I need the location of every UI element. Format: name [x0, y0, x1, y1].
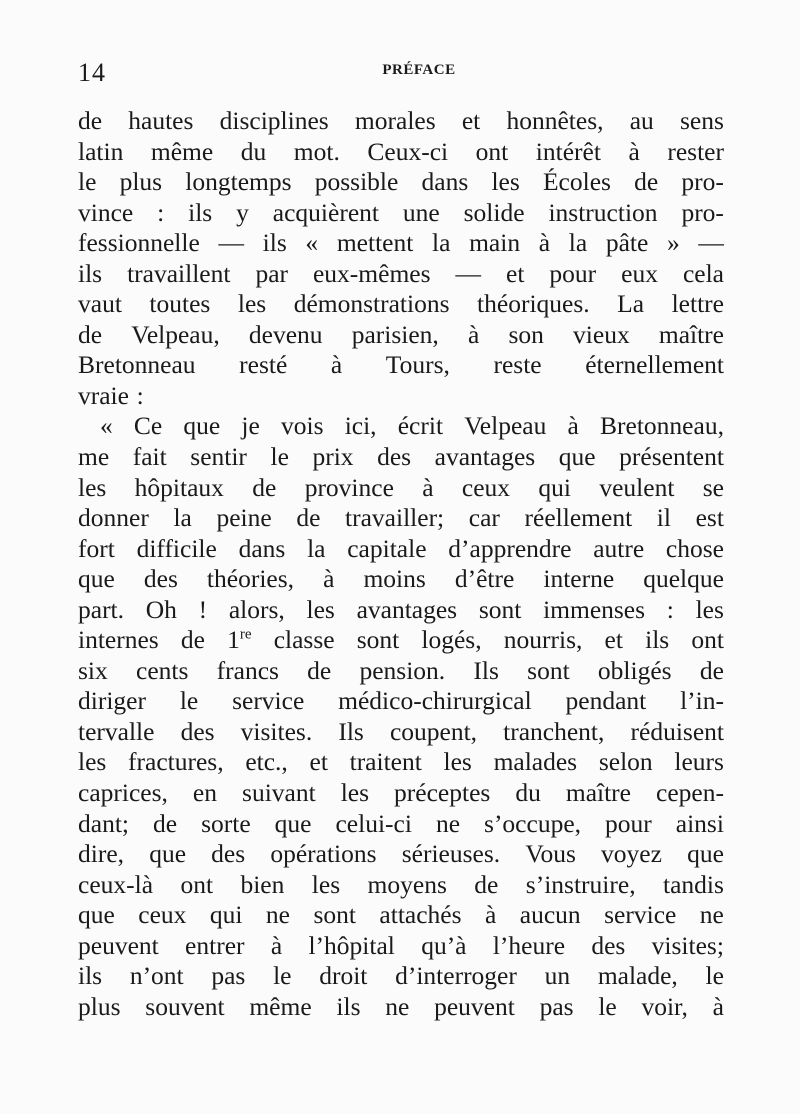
word: des	[591, 930, 626, 960]
word: de	[252, 472, 277, 502]
text-line	[78, 473, 724, 504]
word: s’instruire,	[525, 869, 636, 899]
word: pour	[605, 808, 652, 838]
word: sont	[527, 655, 570, 685]
text-line	[78, 900, 724, 931]
word: difficile	[136, 533, 217, 563]
word: fessionnelle	[78, 228, 200, 258]
word: à	[485, 900, 497, 930]
word: plus	[119, 167, 163, 197]
word: qui	[209, 900, 243, 930]
word: tervalle	[78, 716, 155, 746]
word: sont	[478, 594, 522, 624]
word: 1re	[227, 625, 252, 655]
word: Ils	[473, 655, 499, 685]
word: pro-	[681, 197, 724, 227]
word: immenses	[543, 594, 646, 624]
word: Velpeau,	[131, 319, 220, 349]
word: cents	[136, 655, 189, 685]
word: éternellement	[585, 350, 724, 380]
word: la	[568, 228, 588, 258]
running-head	[78, 58, 724, 88]
word: maître	[565, 778, 631, 808]
word: service	[604, 900, 677, 930]
word: dans	[421, 167, 469, 197]
text-line	[78, 778, 724, 809]
word: des	[211, 839, 246, 869]
word: à	[330, 350, 343, 380]
word: dans	[238, 533, 286, 563]
word: les	[695, 594, 724, 624]
word: le	[598, 991, 617, 1021]
word: en	[192, 778, 217, 808]
word: solide	[463, 197, 525, 227]
word: les	[78, 747, 107, 777]
word: resté	[239, 350, 288, 380]
word: pas	[211, 961, 246, 991]
word: de	[78, 106, 103, 135]
word: ils	[262, 228, 287, 258]
word: travaillent	[127, 258, 231, 288]
word: que	[149, 839, 187, 869]
word: ont	[475, 136, 509, 166]
word: aucun	[519, 900, 581, 930]
text-line	[78, 442, 724, 473]
word: de	[307, 655, 332, 685]
word: fait	[132, 442, 167, 472]
word: autre	[593, 533, 645, 563]
word: part.	[78, 594, 125, 624]
word: ceux	[138, 900, 187, 930]
word: sens	[679, 106, 724, 135]
word: de	[153, 808, 178, 838]
word: et	[461, 106, 481, 135]
word: avantages	[356, 594, 458, 624]
word: celui-ci	[335, 808, 412, 838]
word: donner	[78, 503, 149, 533]
word: y	[236, 197, 249, 227]
word: pro-	[681, 167, 724, 197]
word: réellement	[524, 503, 633, 533]
word: il	[656, 503, 671, 533]
word: vraie	[78, 380, 129, 410]
text-line	[78, 411, 724, 442]
word: d’apprendre	[448, 533, 572, 563]
word: avantages	[434, 442, 536, 472]
word: d’interroger	[395, 961, 517, 991]
text-line	[78, 167, 724, 198]
word: reste	[493, 350, 542, 380]
word: ils	[78, 961, 103, 991]
word: «	[305, 228, 319, 258]
word: théoriques.	[477, 289, 590, 319]
word: —	[218, 228, 244, 258]
word: les	[306, 594, 335, 624]
word: peuvent	[78, 930, 159, 960]
word: à	[467, 319, 480, 349]
word: ils	[336, 991, 361, 1021]
word: acquièrent	[272, 197, 379, 227]
word: au	[629, 106, 654, 135]
word: Bretonneau,	[600, 411, 724, 441]
word: tandis	[663, 869, 724, 899]
word: vaut	[78, 289, 122, 319]
word: coupent,	[389, 716, 478, 746]
word: l’in-	[680, 686, 724, 716]
word: je	[241, 411, 260, 441]
section-title: PRÉFACE	[382, 62, 456, 78]
text-line	[78, 106, 724, 137]
text-line	[78, 228, 724, 259]
word: ne	[435, 808, 461, 838]
word: droit	[319, 961, 368, 991]
word: rester	[667, 136, 724, 166]
word: :	[136, 380, 144, 410]
word: Écoles	[542, 167, 611, 197]
word: est	[695, 503, 724, 533]
text-line	[78, 381, 724, 412]
word: écrit	[397, 411, 444, 441]
word: ceux-là	[78, 869, 154, 899]
word: visites;	[651, 930, 724, 960]
page-number: 14	[78, 58, 106, 87]
word: visites.	[240, 716, 313, 746]
word: ainsi	[675, 808, 724, 838]
word: le	[705, 961, 724, 991]
word: intérêt	[535, 136, 601, 166]
word: dant;	[78, 808, 129, 838]
word: traitent	[349, 747, 422, 777]
word: pendant	[565, 686, 647, 716]
word: ont	[180, 869, 214, 899]
word: parisien,	[351, 319, 439, 349]
word: à	[323, 564, 335, 594]
word: une	[402, 197, 440, 227]
word: caprices,	[78, 778, 168, 808]
word: peine	[216, 503, 272, 533]
word: les	[237, 289, 267, 319]
word: et	[604, 625, 623, 655]
word: latin	[78, 136, 124, 166]
word: travailler;	[345, 503, 445, 533]
word: Bretonneau	[78, 350, 196, 380]
word: fractures,	[128, 747, 224, 777]
word: des	[143, 564, 178, 594]
word: possible	[314, 167, 399, 197]
word: classe	[273, 625, 335, 655]
text-line	[78, 870, 724, 901]
text-line	[78, 259, 724, 290]
word: maître	[658, 319, 724, 349]
word: à	[422, 472, 434, 502]
word: par	[255, 258, 288, 288]
word: que	[78, 900, 115, 930]
word: Ce	[133, 411, 163, 441]
word: de	[296, 503, 321, 533]
word: obligés	[597, 655, 672, 685]
word: de	[474, 869, 499, 899]
word: préceptes	[394, 778, 491, 808]
word: hôpitaux	[134, 472, 224, 502]
word: sont	[313, 900, 356, 930]
word: le	[179, 686, 199, 716]
word: francs	[216, 655, 279, 685]
word: se	[702, 472, 724, 502]
word: honnêtes,	[506, 106, 604, 135]
word: six	[78, 655, 108, 685]
word: de	[634, 167, 659, 197]
word: eux	[621, 258, 658, 288]
text-line	[78, 564, 724, 595]
word: quelque	[643, 564, 724, 594]
word: souvent	[145, 991, 225, 1021]
word: sorte	[201, 808, 251, 838]
text-line	[78, 717, 724, 748]
word: pâte	[605, 228, 649, 258]
word: les	[311, 869, 341, 899]
word: ils	[188, 197, 213, 227]
text-line	[78, 992, 724, 1023]
text-line	[78, 839, 724, 870]
text-line	[78, 809, 724, 840]
word: !	[198, 594, 208, 624]
word: entrer	[185, 930, 245, 960]
word: me	[78, 442, 110, 472]
word: voir,	[641, 991, 688, 1021]
word: La	[617, 289, 645, 319]
word: veulent	[599, 472, 675, 502]
word: lettre	[671, 289, 724, 319]
word: vieux	[573, 319, 630, 349]
word: sont	[356, 625, 400, 655]
word: prix	[312, 442, 354, 472]
text-line	[78, 656, 724, 687]
word: fort	[78, 533, 115, 563]
text-line	[78, 595, 724, 626]
word: son	[508, 319, 544, 349]
word: médico-chirurgical	[338, 686, 532, 716]
word: ils	[78, 258, 103, 288]
word: du	[240, 136, 267, 166]
word: interne	[543, 564, 615, 594]
word: peuvent	[434, 991, 515, 1021]
word: Vous	[525, 839, 576, 869]
word: que	[78, 564, 115, 594]
word: —	[698, 228, 724, 258]
word: ne	[699, 900, 724, 930]
word: à	[628, 136, 640, 166]
word: théories,	[206, 564, 295, 594]
word: que	[687, 839, 724, 869]
word: internes	[78, 625, 159, 655]
word: eux-mêmes	[312, 258, 431, 288]
word: —	[455, 258, 482, 288]
word: cepen-	[656, 778, 724, 808]
word: ont	[691, 625, 724, 655]
word: les	[78, 472, 107, 502]
word: la	[173, 503, 192, 533]
word: les	[491, 167, 520, 197]
word: alors,	[228, 594, 285, 624]
word: le	[78, 167, 97, 197]
word: de	[699, 655, 724, 685]
word: voyez	[601, 839, 662, 869]
word: du	[515, 778, 541, 808]
word: morales	[354, 106, 436, 135]
word: :	[666, 594, 674, 624]
word: des	[377, 442, 412, 472]
word: pas	[539, 991, 574, 1021]
word: «	[100, 411, 113, 441]
word: main	[469, 228, 521, 258]
word: »	[666, 228, 680, 258]
word: Oh	[145, 594, 177, 624]
text-line	[78, 503, 724, 534]
word: sentir	[190, 442, 247, 472]
word: diriger	[78, 686, 146, 716]
word: province	[304, 472, 394, 502]
word: et	[309, 747, 328, 777]
word: selon	[598, 747, 653, 777]
word: mot.	[293, 136, 340, 166]
word: ici,	[344, 411, 377, 441]
word: présentent	[619, 442, 724, 472]
word: nourris,	[503, 625, 583, 655]
text-line	[78, 931, 724, 962]
word: que	[274, 808, 312, 838]
word: instruction	[548, 197, 658, 227]
word: le	[273, 961, 292, 991]
word: capitale	[347, 533, 427, 563]
word: ne	[265, 900, 290, 930]
word: l’heure	[492, 930, 566, 960]
word: les	[340, 778, 370, 808]
word: à	[538, 228, 551, 258]
text-line	[78, 534, 724, 565]
word: réduisent	[630, 716, 724, 746]
word: la	[307, 533, 326, 563]
word: à	[270, 930, 283, 960]
text-line	[78, 961, 724, 992]
word: à	[712, 991, 724, 1021]
word: sérieuses.	[401, 839, 501, 869]
word: cela	[682, 258, 724, 288]
word: leurs	[674, 747, 724, 777]
word: moyens	[367, 869, 447, 899]
word: pension.	[359, 655, 446, 685]
word: et	[506, 258, 525, 288]
word: moins	[363, 564, 426, 594]
word: disciplines	[219, 106, 329, 135]
text-line	[78, 747, 724, 778]
word: ne	[385, 991, 410, 1021]
body-text	[78, 106, 724, 1022]
word: ceux	[461, 472, 511, 502]
word: les	[443, 747, 472, 777]
word: s’occupe,	[484, 808, 582, 838]
word: car	[468, 503, 500, 533]
word: même	[150, 136, 214, 166]
word: vois	[281, 411, 324, 441]
word: de	[180, 625, 205, 655]
word: longtemps	[185, 167, 292, 197]
word: d’être	[454, 564, 515, 594]
word: suivant	[242, 778, 316, 808]
word: malade,	[597, 961, 678, 991]
text-line	[78, 198, 724, 229]
word: n’ont	[129, 961, 184, 991]
word: démonstrations	[293, 289, 450, 319]
word: la	[432, 228, 451, 258]
word: toutes	[149, 289, 211, 319]
word: etc.,	[245, 747, 288, 777]
word: plus	[78, 991, 121, 1021]
word: le	[270, 442, 289, 472]
word: devenu	[248, 319, 323, 349]
word: hautes	[128, 106, 194, 135]
text-line	[78, 289, 724, 320]
word: l’hôpital	[308, 930, 395, 960]
word: opérations	[270, 839, 377, 869]
text-line	[78, 137, 724, 168]
word: pour	[549, 258, 597, 288]
word: chose	[665, 533, 724, 563]
word: que	[183, 411, 221, 441]
word: mettent	[336, 228, 414, 258]
text-line	[78, 320, 724, 351]
word: :	[157, 197, 165, 227]
word: dire,	[78, 839, 125, 869]
text-line	[78, 686, 724, 717]
word: ils	[645, 625, 670, 655]
word: logés,	[421, 625, 482, 655]
word: attachés	[379, 900, 462, 930]
word: des	[180, 716, 215, 746]
word: vince	[78, 197, 134, 227]
word: Ceux-ci	[367, 136, 449, 166]
word: qui	[538, 472, 571, 502]
word: qu’à	[421, 930, 467, 960]
word: service	[232, 686, 305, 716]
word: que	[558, 442, 596, 472]
word: bien	[240, 869, 285, 899]
word: Velpeau	[464, 411, 547, 441]
word: malades	[493, 747, 578, 777]
word: même	[249, 991, 312, 1021]
word: Ils	[338, 716, 364, 746]
word: Tours,	[385, 350, 450, 380]
word: un	[544, 961, 571, 991]
word: à	[567, 411, 579, 441]
text-line	[78, 350, 724, 381]
text-line	[78, 625, 724, 656]
word: de	[78, 319, 103, 349]
word: tranchent,	[503, 716, 605, 746]
